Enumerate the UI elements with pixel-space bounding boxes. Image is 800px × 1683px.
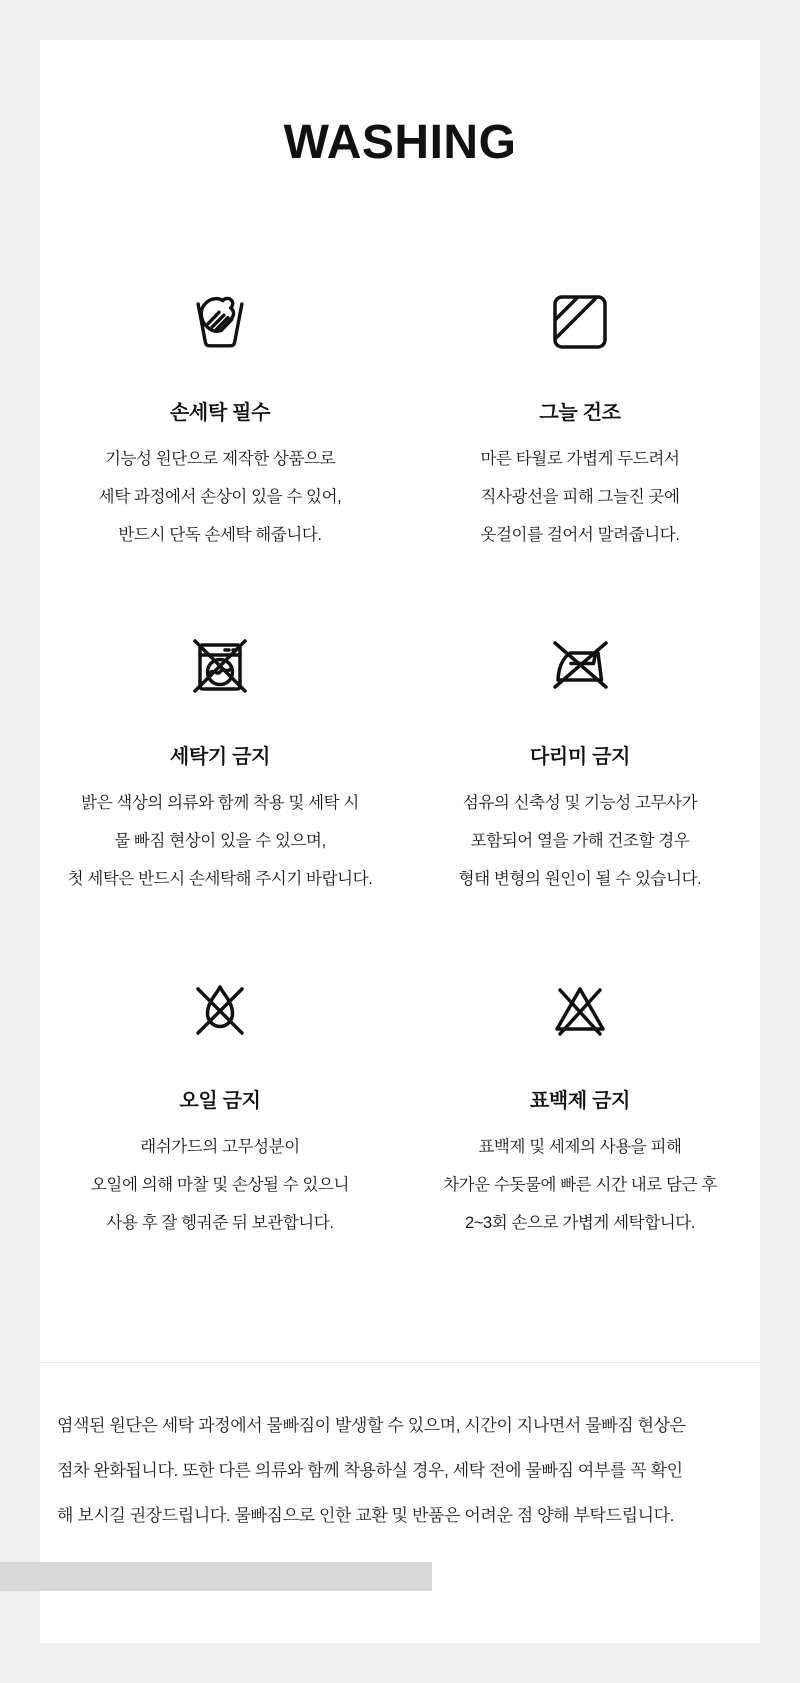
care-item-line: 차가운 수돗물에 빠른 시간 내로 담근 후 — [443, 1176, 717, 1194]
care-item-line: 마른 타월로 가볍게 두드려서 — [480, 450, 680, 468]
section-divider — [40, 1362, 760, 1363]
care-item-line: 형태 변형의 원인이 될 수 있습니다. — [458, 870, 702, 888]
care-item-line: 첫 세탁은 반드시 손세탁해 주시기 바랍니다. — [67, 870, 373, 888]
care-item-title: 그늘 건조 — [539, 402, 621, 424]
care-item-hand-wash — [40, 280, 400, 554]
care-item-no-machine-wash — [40, 624, 400, 898]
care-item-line: 래쉬가드의 고무성분이 — [140, 1138, 300, 1156]
care-item-no-oil — [40, 968, 400, 1242]
no-bleach-icon — [400, 968, 760, 1052]
care-item-title: 손세탁 필수 — [169, 402, 271, 424]
washing-guide-card — [40, 40, 760, 1643]
care-item-line: 기능성 원단으로 제작한 상품으로 — [104, 450, 336, 468]
care-item-line: 세탁 과정에서 손상이 있을 수 있어, — [98, 488, 342, 506]
care-item-description — [40, 784, 400, 898]
care-item-title: 다리미 금지 — [529, 746, 631, 768]
care-item-line: 물 빠짐 현상이 있을 수 있으며, — [114, 832, 326, 850]
no-machine-wash-icon — [40, 624, 400, 708]
care-item-description — [400, 440, 760, 554]
care-item-description — [40, 1128, 400, 1242]
hand-wash-icon — [40, 280, 400, 364]
care-item-line: 표백제 및 세제의 사용을 피해 — [478, 1138, 682, 1156]
no-oil-icon — [40, 968, 400, 1052]
care-item-line: 오일에 의해 마찰 및 손상될 수 있으니 — [90, 1176, 350, 1194]
care-item-description — [400, 784, 760, 898]
care-item-line: 2~3회 손으로 가볍게 세탁합니다. — [465, 1214, 695, 1232]
notice-line: 해 보시길 권장드립니다. 물빠짐으로 인한 교환 및 반품은 어려운 점 양해 부탁드립니다. — [57, 1506, 674, 1525]
care-item-description — [400, 1128, 760, 1242]
care-item-line: 옷걸이를 걸어서 말려줍니다. — [480, 526, 680, 544]
care-item-line: 섬유의 신축성 및 기능성 고무사가 — [462, 794, 698, 812]
care-item-title: 표백제 금지 — [529, 1090, 631, 1112]
care-item-line: 포함되어 열을 가해 건조할 경우 — [470, 832, 690, 850]
shade-dry-icon — [400, 280, 760, 364]
notice-paragraph — [40, 1403, 760, 1538]
care-item-description — [40, 440, 400, 554]
care-item-line: 반드시 단독 손세탁 해줍니다. — [118, 526, 322, 544]
care-item-line: 밝은 색상의 의류와 함께 착용 및 세탁 시 — [81, 794, 359, 812]
care-item-shade-dry — [400, 280, 760, 554]
care-item-title: 오일 금지 — [179, 1090, 261, 1112]
care-item-line: 사용 후 잘 헹궈준 뒤 보관합니다. — [106, 1214, 334, 1232]
care-item-title: 세탁기 금지 — [169, 746, 271, 768]
care-item-line: 직사광선을 피해 그늘진 곳에 — [480, 488, 680, 506]
care-grid — [40, 280, 760, 1242]
page-title: WASHING — [283, 116, 517, 169]
care-item-no-iron — [400, 624, 760, 898]
notice-line: 점차 완화됩니다. 또한 다른 의류와 함께 착용하실 경우, 세탁 전에 물빠짐 여부를 꼭 확인 — [57, 1461, 683, 1480]
no-iron-icon — [400, 624, 760, 708]
care-item-no-bleach — [400, 968, 760, 1242]
next-section-partial-bar — [0, 1562, 432, 1591]
notice-line: 염색된 원단은 세탁 과정에서 물빠짐이 발생할 수 있으며, 시간이 지나면서 물빠짐 현상은 — [57, 1416, 686, 1435]
